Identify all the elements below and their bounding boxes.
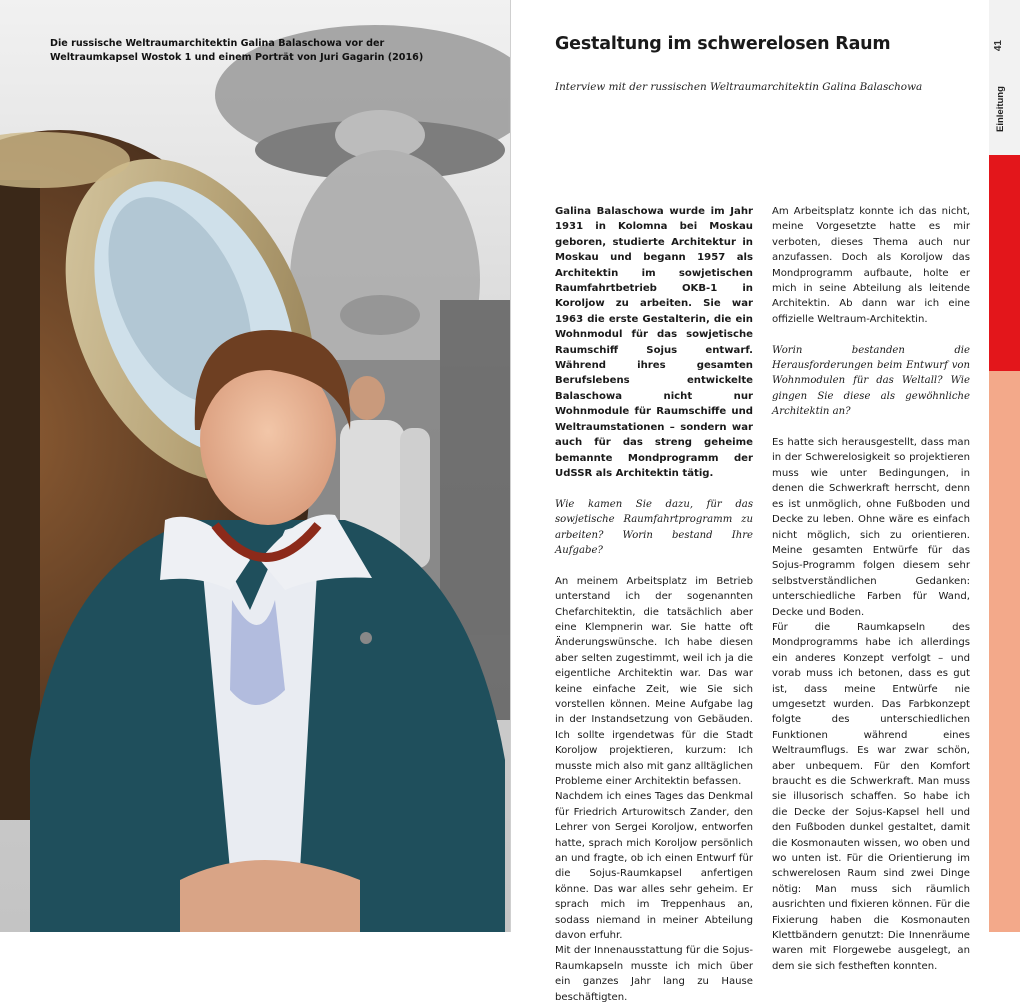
article-title: Gestaltung im schwerelosen Raum	[555, 34, 891, 54]
answer-paragraph: Es hatte sich herausgestellt, dass man in der Schwerelosigkeit so projektieren muss wie unter Bedingungen, in denen die Schwerkraft herrscht, denn es ist unmöglich, ohne Fußboden und Decke zu leben. Ohne wäre es einfach nicht möglich, sich zu orientieren. Meine gesamten Entwürfe für das Sojus-Programm folgen diesem sehr selbstverständlichen Gedanken: unterschiedliche Farben für Wand, Decke und Boden.	[772, 437, 970, 618]
caption-line: Die russische Weltraumarchitektin Galina Balaschowa vor der	[50, 38, 385, 49]
answer-paragraph: Am Arbeitsplatz konnte ich das nicht, meine Vorgesetzte hatte es mir verboten, dieses Thema auch nur anzufassen. Doch als Koroljow das Mondprogramm aufbaute, holte er mich in seine Abteilung als leitende Architektin. Ab dann war ich eine offizielle Weltraum-Architektin.	[772, 206, 970, 325]
answer-paragraph: Mit der Innenausstattung für die Sojus-Raumkapseln musste ich mich über ein ganzes Jahr lang zu Hause beschäftigten.	[555, 945, 753, 1003]
caption-line: Weltraumkapsel Wostok 1 und einem Porträt von Juri Gagarin (2016)	[50, 51, 424, 63]
text-column-left	[555, 204, 753, 1005]
section-tab	[989, 155, 1020, 371]
interview-question: Wie kamen Sie dazu, für das sowjetische Raumfahrtprogramm zu arbeiten? Worin bestand Ihre Aufgabe?	[555, 498, 753, 556]
photo-caption	[50, 37, 424, 64]
text-column-right	[772, 204, 970, 974]
page-number: 41	[993, 40, 1004, 52]
page-gutter	[510, 0, 511, 932]
answer-paragraph: An meinem Arbeitsplatz im Betrieb unterstand ich der sogenannten Chefarchitektin, die tatsächlich aber eine Klempnerin war. Sie hatte oft Änderungswünsche. Ich habe diesen aber selten zugestimmt, weil ich ja die eigentliche Architektin war. Das war keine einfache Zeit, wie Sie sich vorstellen können. Meine Aufgabe lag in der Instandsetzung von Gebäuden. Ich sollte irgendetwas für die Stadt Koroljow projektieren, kurzum: Ich musste mich also mit ganz alltäglichen Probleme einer Architektin befassen.	[555, 575, 753, 787]
answer-paragraph: Für die Raumkapseln des Mondprogramms habe ich allerdings ein anderes Konzept verfolgt – und vorab muss ich betonen, dass es gut ist, dass meine Entwürfe nie umgesetzt wurden. Das Farbkonzept folgte des unterschiedlichen Funktionen während eines Weltraumflugs. Es war zwar schön, aber unbequem. Für den Komfort braucht es die Schwerkraft. Man muss sie illusorisch schaffen. So habe ich die Decke der Sojus-Kapsel hell und den Fußboden dunkel gestaltet, damit die Kosmonauten wissen, wo oben und wo unten ist. Für die Orientierung im schwerelosen Raum sind zwei Dinge nötig: Man muss sich räumlich ausrichten und fixieren können. Für die Fixierung haben die Kosmonauten Klettbändern genutzt: Die Innenräume waren mit Florgewebe ausgelegt, an dem sie sich festheften konnten.	[772, 621, 970, 972]
cover-photo	[0, 0, 510, 932]
photo-illustration	[0, 0, 510, 932]
answer-paragraph: Nachdem ich eines Tages das Denkmal für Friedrich Arturowitsch Zander, den Lehrer von Sergei Koroljow, entworfen hatte, sprach mich Koroljow persönlich an und fragte, ob ich einen Entwurf für die Sojus-Raumkapsel anfertigen könne. Das war alles sehr geheim. Er sprach mich im Treppenhaus an, sodass niemand in meiner Abteilung davon erfuhr.	[555, 791, 753, 942]
section-label: Einleitung	[995, 86, 1006, 132]
article-subtitle: Interview mit der russischen Weltraumarchitektin Galina Balaschowa	[555, 81, 923, 93]
interview-question: Worin bestanden die Herausforderungen beim Entwurf von Wohnmodulen für das Weltall? Wie gingen Sie diese als gewöhnliche Architektin an?	[772, 344, 970, 418]
intro-paragraph: Galina Balaschowa wurde im Jahr 1931 in Kolomna bei Moskau geboren, studierte Architektur in Moskau und begann 1957 als Architektin im sowjetischen Raumfahrtbetrieb OKB-1 in Koroljow zu arbeiten. Sie war 1963 die erste Gestalterin, die ein Wohnmodul für das sowjetische Raumschiff Sojus entwarf. Während ihres gesamten Berufslebens entwickelte Balaschowa nicht nur Wohnmodule für Raumschiffe und Weltraumstationen – sondern war auch für das streng geheime bemannte Mondprogramm der UdSSR als Architektin tätig.	[555, 206, 753, 479]
